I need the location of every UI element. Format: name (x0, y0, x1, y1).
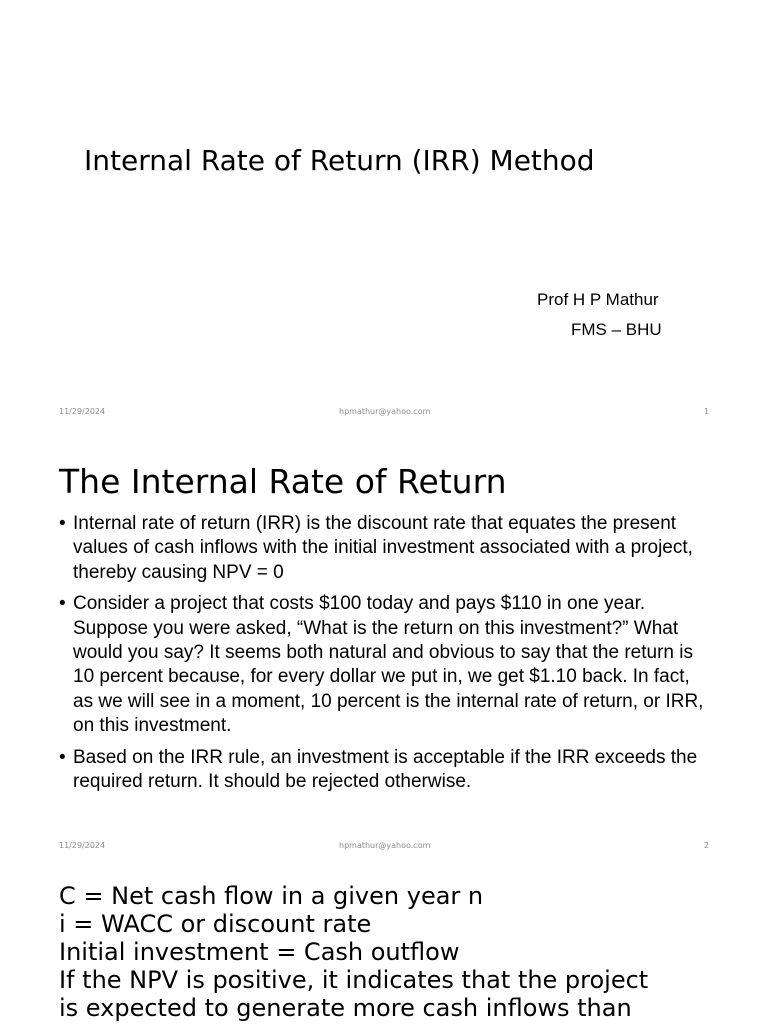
text-line: If the NPV is positive, it indicates that the project (59, 966, 649, 994)
text-line: i = WACC or discount rate (59, 910, 372, 938)
footer-page-number: 1 (704, 407, 710, 416)
bullet-list (59, 512, 709, 801)
slide-3-text (59, 882, 759, 1022)
slide-1 (0, 0, 768, 432)
bullet-item: • Internal rate of return (IRR) is the discount rate that equates the present values of cash inflows with the initial investment associated with a project, thereby causing NPV = 0 (59, 512, 709, 585)
footer-date: 11/29/2024 (59, 841, 106, 850)
slide-2-title: The Internal Rate of Return (59, 462, 507, 501)
text-line: Initial investment = Cash outflow (59, 938, 460, 966)
text-line: C = Net cash flow in a given year n (59, 882, 484, 910)
bullet-item: • Consider a project that costs $100 today and pays $110 in one year. Suppose you were asked, “What is the return on this investment?” What would you say? It seems both natural and obvious to say that the return is 10 percent because, for every dollar we put in, we get $1.10 back. In fact, as we will see in a moment, 10 percent is the internal rate of return, or IRR, on this investment. (59, 592, 709, 738)
footer-date: 11/29/2024 (59, 407, 106, 416)
bullet-item: • Based on the IRR rule, an investment is acceptable if the IRR exceeds the required return. It should be rejected otherwise. (59, 746, 709, 795)
footer-email: hpmathur@yahoo.com (339, 407, 431, 416)
footer-page-number: 2 (704, 841, 710, 850)
text-line: is expected to generate more cash inflows than (59, 994, 632, 1022)
footer-email: hpmathur@yahoo.com (339, 841, 431, 850)
slide-2 (0, 432, 768, 864)
author-name: Prof H P Mathur (537, 290, 659, 309)
slide-1-title: Internal Rate of Return (IRR) Method (84, 144, 595, 177)
slide-3 (0, 864, 768, 1024)
institution-name: FMS – BHU (571, 320, 662, 339)
